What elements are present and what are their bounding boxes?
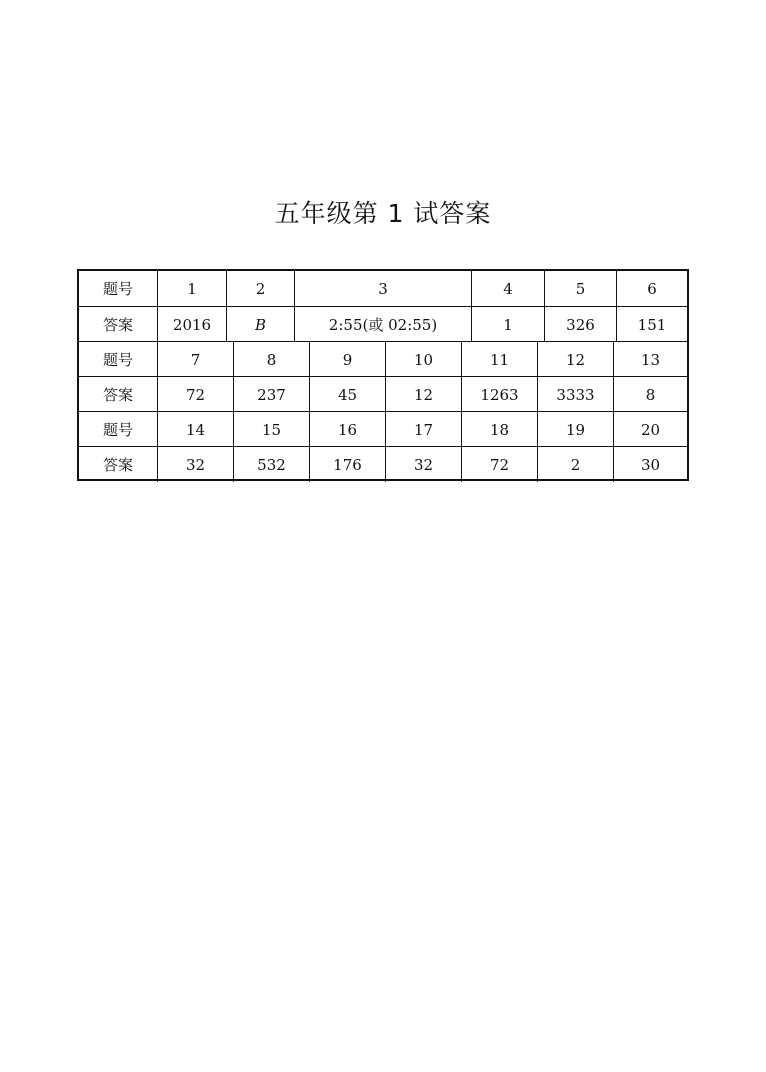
table-row (79, 306, 687, 342)
question-number: 17 (385, 412, 461, 447)
question-label: 题号 (102, 351, 133, 369)
question-number: 13 (613, 342, 687, 377)
answer-value: 532 (233, 447, 309, 482)
question-label: 题号 (102, 421, 133, 439)
table-row (79, 411, 687, 447)
answer-value: 2:55(或 02:55) (294, 307, 471, 342)
table-row (79, 446, 687, 482)
page-title: 五年级第 1 试答案 (274, 199, 492, 228)
question-number: 16 (309, 412, 385, 447)
answer-value: 3333 (537, 377, 613, 412)
answer-value: 326 (544, 307, 616, 342)
answer-value: 8 (613, 377, 687, 412)
answer-value: 32 (157, 447, 233, 482)
answer-label: 答案 (102, 316, 133, 334)
table-row (79, 341, 687, 377)
question-number: 5 (544, 271, 616, 306)
answer-value: 176 (309, 447, 385, 482)
question-number: 4 (471, 271, 544, 306)
answer-value: 237 (233, 377, 309, 412)
answer-value: 72 (157, 377, 233, 412)
question-number: 15 (233, 412, 309, 447)
answer-value: 1263 (461, 377, 537, 412)
answer-value: 30 (613, 447, 687, 482)
question-label: 题号 (102, 280, 133, 298)
answer-value: 45 (309, 377, 385, 412)
question-number: 12 (537, 342, 613, 377)
table-row (79, 271, 687, 306)
answer-label: 答案 (102, 386, 133, 404)
answer-value: 72 (461, 447, 537, 482)
question-number: 18 (461, 412, 537, 447)
question-number: 10 (385, 342, 461, 377)
answer-value: 151 (616, 307, 687, 342)
question-number: 19 (537, 412, 613, 447)
answer-value: 2 (537, 447, 613, 482)
question-number: 2 (226, 271, 294, 306)
question-number: 9 (309, 342, 385, 377)
question-number: 11 (461, 342, 537, 377)
answer-value: 12 (385, 377, 461, 412)
question-number: 7 (157, 342, 233, 377)
answer-table (77, 269, 689, 481)
question-number: 6 (616, 271, 687, 306)
table-row (79, 376, 687, 412)
answer-value: 2016 (157, 307, 226, 342)
question-number: 8 (233, 342, 309, 377)
question-number: 1 (157, 271, 226, 306)
question-number: 3 (294, 271, 471, 306)
question-number: 14 (157, 412, 233, 447)
answer-value: 32 (385, 447, 461, 482)
question-number: 20 (613, 412, 687, 447)
answer-value: B (226, 307, 294, 342)
answer-label: 答案 (102, 456, 133, 474)
answer-value: 1 (471, 307, 544, 342)
